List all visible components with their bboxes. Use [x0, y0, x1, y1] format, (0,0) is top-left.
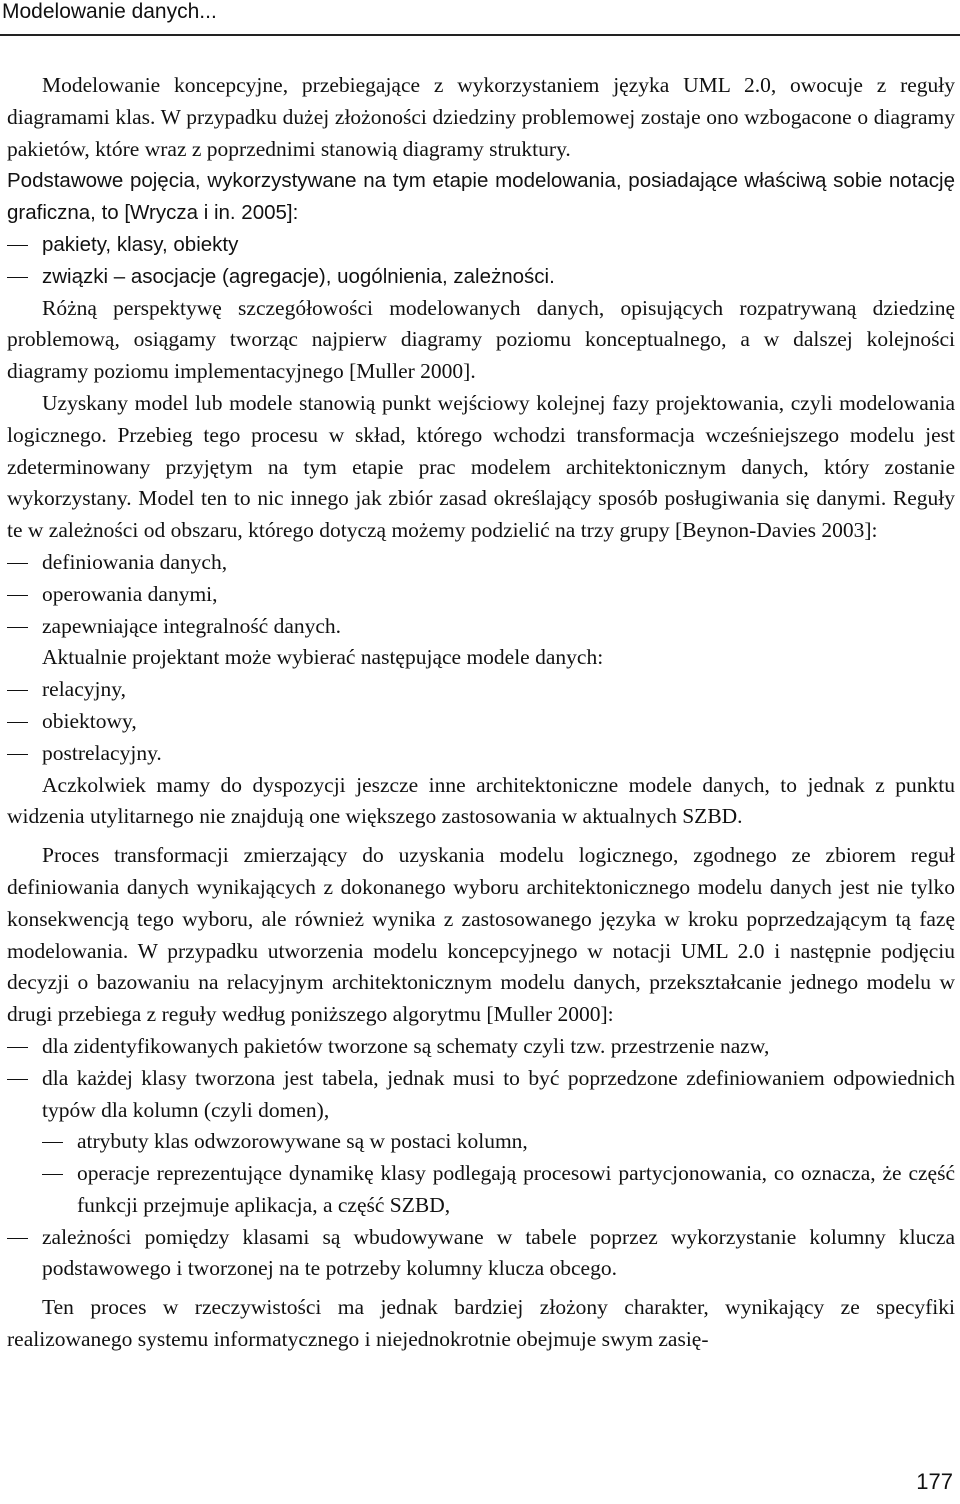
header-rule	[0, 34, 960, 36]
sublist-item: atrybuty klas odwzorowywane są w postaci kolumn,	[42, 1126, 955, 1158]
data-models-list	[7, 674, 955, 769]
list-item: relacyjny,	[7, 674, 955, 706]
list-item: postrelacyjny.	[7, 738, 955, 770]
rule-groups-list	[7, 547, 955, 642]
sublist-item: operacje reprezentujące dynamikę klasy podlegają procesowi partycjonowania, co oznacza, że część funkcji przejmuje aplikacja, a część SZBD,	[42, 1158, 955, 1222]
list-item: zapewniające integralność danych.	[7, 611, 955, 643]
paragraph: Modelowanie koncepcyjne, przebiegające z wykorzystaniem języka UML 2.0, owocuje z reguły diagramami klas. W przypadku dużej złożoności dziedziny problemowej zostaje ono wzbogacone o diagramy pakietów, które wraz z poprzednimi stanowią diagramy struktury.	[7, 73, 955, 161]
list-item-text: dla każdej klasy tworzona jest tabela, jednak musi to być poprzedzone zdefiniowaniem odpowiednich typów dla kolumn (czyli domen),	[42, 1065, 955, 1122]
paragraph: Różną perspektywę szczegółowości modelowanych danych, opisujących rozpatrywaną dziedzinę problemową, osiągamy tworząc najpierw diagramy poziomu konceptualnego, a w dalszej kolejności diagramy poziomu implementacyjnego [Muller 2000].	[7, 295, 955, 384]
page-number: 177	[916, 1469, 953, 1494]
list-item: obiektowy,	[7, 706, 955, 738]
paragraph: Aczkolwiek mamy do dyspozycji jeszcze inne architektoniczne modele danych, to jednak z punktu widzenia utylitarnego nie znajdują one większego zastosowania w aktualnych SZBD.	[7, 772, 955, 829]
list-item: operowania danymi,	[7, 579, 955, 611]
algorithm-sublist	[42, 1126, 955, 1221]
list-item: definiowania danych,	[7, 547, 955, 579]
paragraph: Uzyskany model lub modele stanowią punkt wejściowy kolejnej fazy projektowania, czyli modelowania logicznego. Przebieg tego procesu w skład, którego wchodzi transformacja wcześniejszego modelu jest zdeterminowany przyjętym na tym etapie prac modelem architektonicznym danych, który zostanie wykorzystany. Model ten to nic innego jak zbiór zasad określający sposób posługiwania się danymi. Reguły te w zależności od obszaru, którego dotyczą możemy podzielić na trzy grupy [Beynon-Davies 2003]:	[7, 390, 955, 543]
paragraph: Proces transformacji zmierzający do uzyskania modelu logicznego, zgodnego ze zbiorem reguł definiowania danych wynikających z dokonanego wyboru architektonicznego modelu danych jest nie tylko konsekwencją tego wyboru, ale również wynika z zastosowanego języka w kroku poprzedzającym tą fazę modelowania. W przypadku utworzenia modelu koncepcyjnego w notacji UML 2.0 i następnie podjęciu decyzji o bazowaniu na relacyjnym architektonicznym modelu danych, przekształcanie jednego modelu w drugi przebiega z reguły według poniższego algorytmu [Muller 2000]:	[7, 843, 955, 1027]
running-header-title: Modelowanie danych...	[2, 0, 217, 23]
list-item: związki – asocjacje (agregacje), uogólnienia, zależności.	[7, 261, 955, 293]
list-item: zależności pomiędzy klasami są wbudowywane w tabele poprzez wykorzystanie kolumny klucza podstawowego i tworzonej na te potrzeby kolumny klucza obcego.	[7, 1222, 955, 1286]
paragraph: Podstawowe pojęcia, wykorzystywane na tym etapie modelowania, posiadające właściwą sobie notację graficzna, to [Wrycza i in. 2005]:	[7, 169, 955, 225]
concepts-list	[7, 229, 955, 293]
algorithm-list	[7, 1031, 955, 1285]
list-item: pakiety, klasy, obiekty	[7, 229, 955, 261]
list-item	[7, 1063, 955, 1222]
list-item: dla zidentyfikowanych pakietów tworzone są schematy czyli tzw. przestrzenie nazw,	[7, 1031, 955, 1063]
paragraph: Aktualnie projektant może wybierać następujące modele danych:	[42, 645, 604, 670]
paragraph: Ten proces w rzeczywistości ma jednak bardziej złożony charakter, wynikający ze specyfiki realizowanego systemu informatycznego i niejednokrotnie obejmuje swym zasię-	[7, 1295, 955, 1352]
page-body	[7, 70, 955, 1356]
